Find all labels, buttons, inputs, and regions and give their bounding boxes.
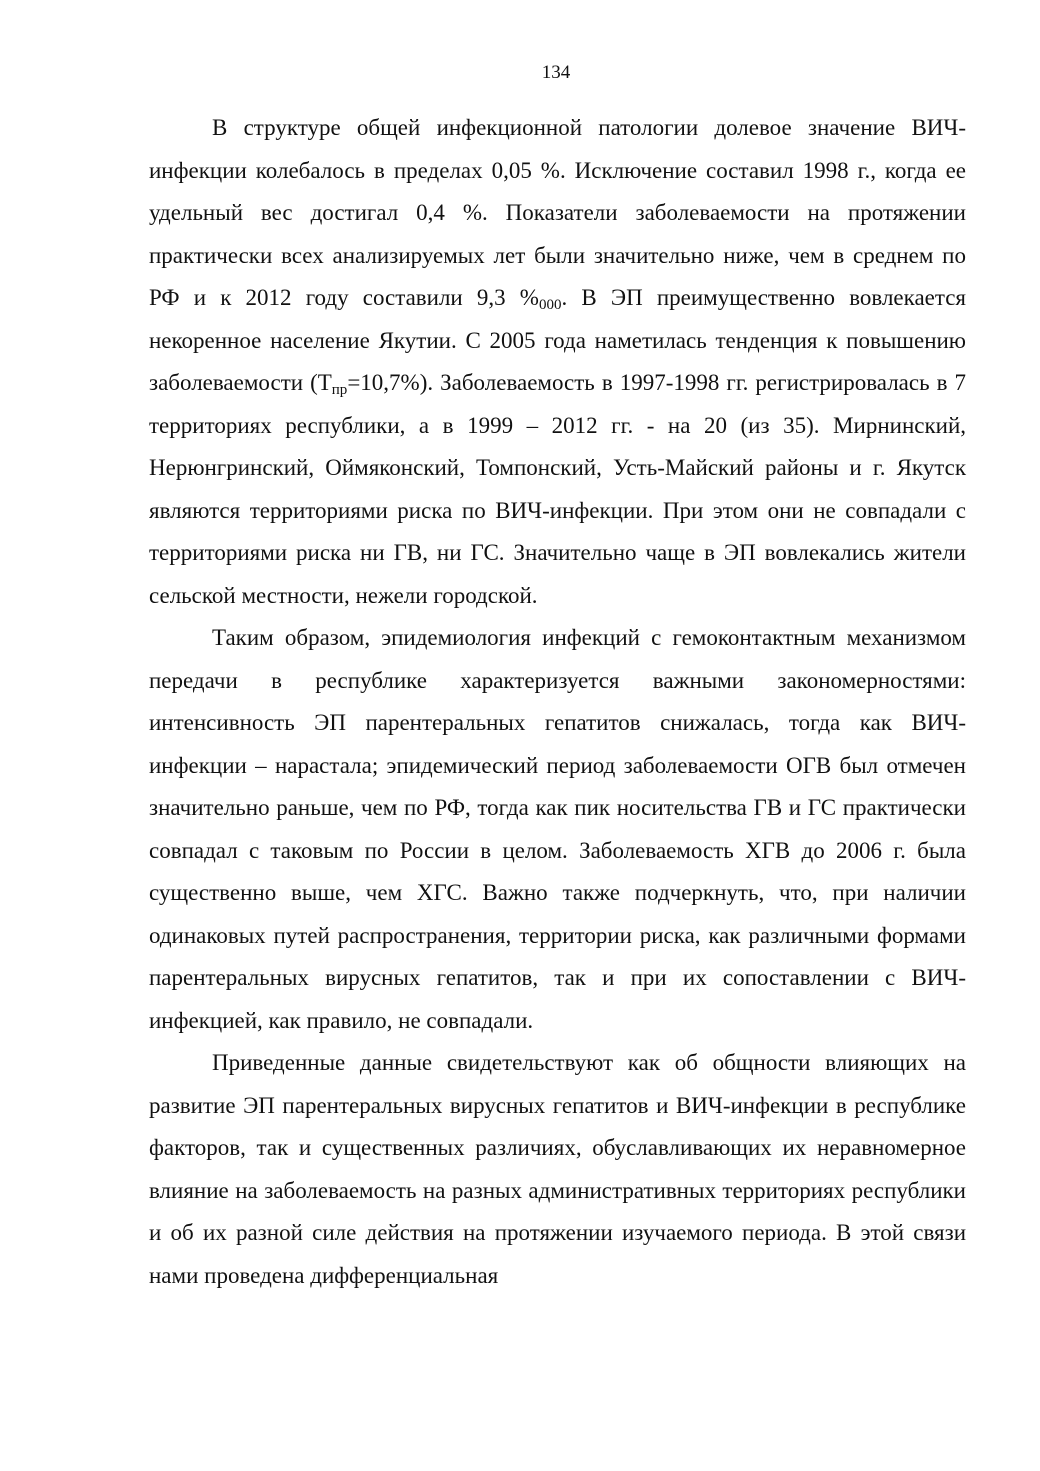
paragraph-factors: Приведенные данные свидетельствуют как об общности влияющих на развитие ЭП парентеральных вирусных гепатитов и ВИЧ-инфекции в республике факторов, так и существенных различиях, обуславливающих их неравномерное влияние на заболеваемость на разных административных территориях республики и об их разной силе действия на протяжении изучаемого периода. В этой связи нами проведена дифференциальная — [149, 1050, 966, 1288]
paragraph-text: В структуре общей инфекционной патологии долевое значение ВИЧ-инфекции колебалось в пределах 0,05 %. Исключение составил 1998 г., когда ее удельный вес достигал 0,4 %. Показатели заболеваемости на протяжении практически всех анализируемых лет были значительно ниже, чем в среднем по РФ и к 2012 году составили 9,3 % — [149, 115, 966, 310]
subscript-growth-rate: пр — [331, 382, 348, 398]
paragraph-text: . В ЭП преимущественно вовлекается некоренное население Якутии. С 2005 года наметилась тенденция к повышению заболеваемости (Т — [149, 285, 967, 395]
page-number: 134 — [541, 62, 571, 83]
subscript-per-100000: 000 — [538, 297, 562, 313]
paragraph-hiv-structure — [149, 107, 966, 617]
paragraph-text: =10,7%). Заболеваемость в 1997-1998 гг. регистрировалась в 7 территориях республики, а в 1999 – 2012 гг. - на 20 (из 35). Мирнинский, Нерюнгринский, Оймяконский, Томпонский, Усть-Майский районы и г. Якутск являются территориями риска по ВИЧ-инфекции. При этом они не совпадали с территориями риска ни ГВ, ни ГС. Значительно чаще в ЭП вовлекались жители сельской местности, нежели городской. — [149, 370, 966, 608]
paragraph-conclusions: Таким образом, эпидемиология инфекций с гемоконтактным механизмом передачи в республике характеризуется важными закономерностями: интенсивность ЭП парентеральных гепатитов снижалась, тогда как ВИЧ-инфекции – нарастала; эпидемический период заболеваемости ОГВ был отмечен значительно раньше, чем по РФ, тогда как пик носительства ГВ и ГС практически совпадал с таковым по России в целом. Заболеваемость ХГВ до 2006 г. была существенно выше, чем ХГС. Важно также подчеркнуть, что, при наличии одинаковых путей распространения, территории риска, как различными формами парентеральных вирусных гепатитов, так и при их сопоставлении с ВИЧ-инфекцией, как правило, не совпадали. — [149, 625, 966, 1033]
body-text — [149, 107, 966, 1297]
